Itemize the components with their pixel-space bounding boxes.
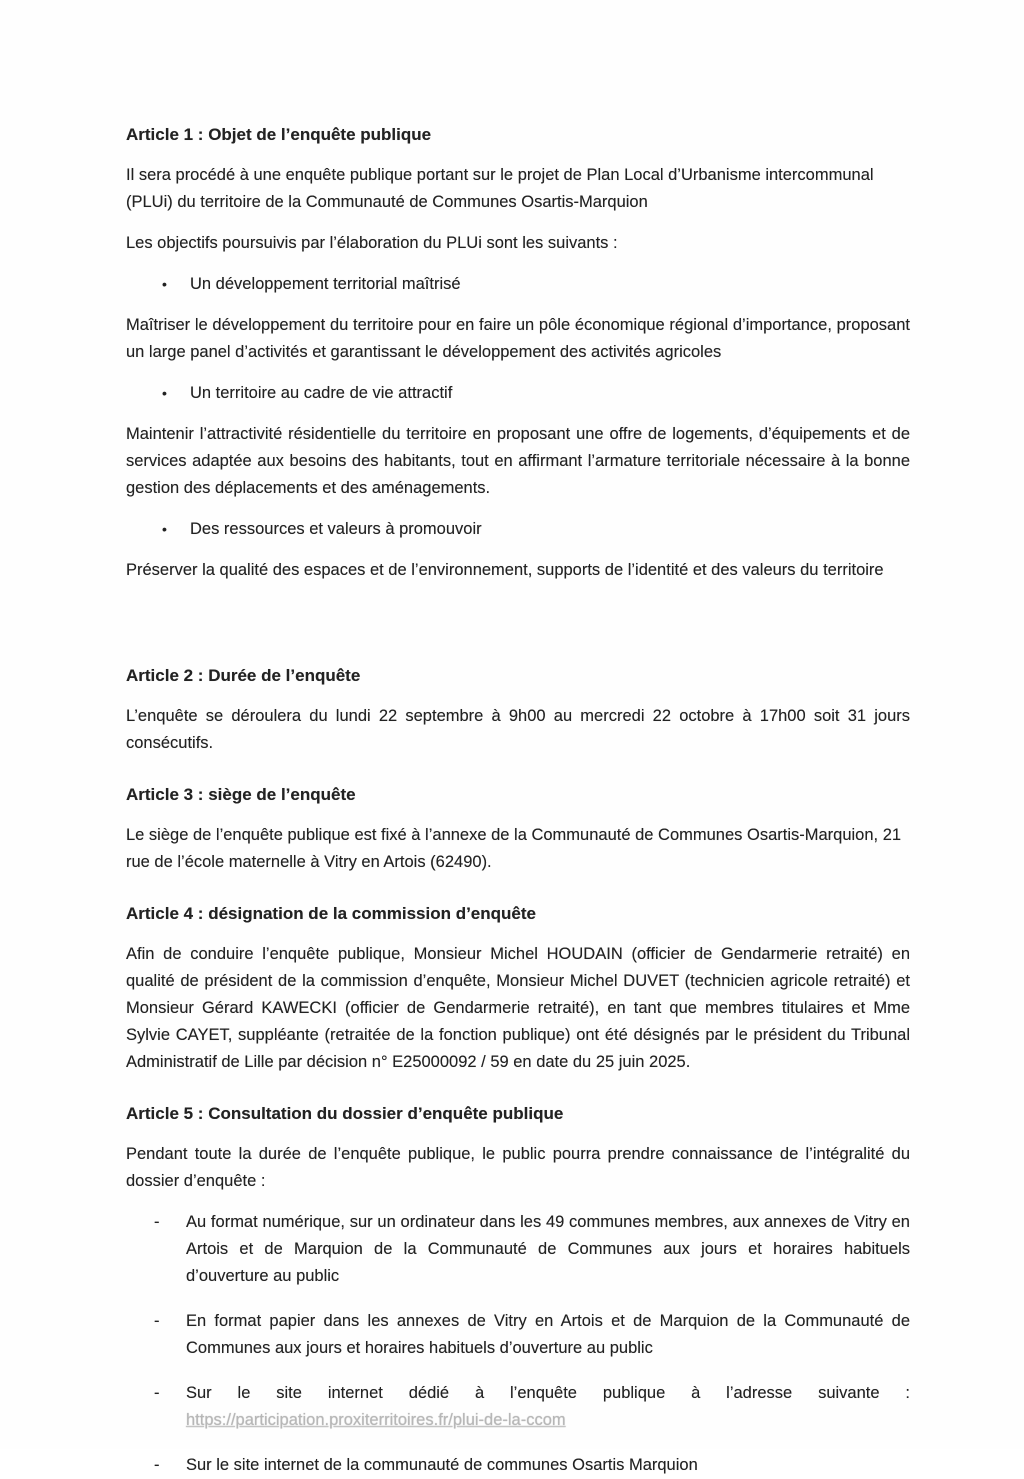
article-1-intro: Il sera procédé à une enquête publique portant sur le projet de Plan Local d’Urbanisme intercommunal (PLUi) du territoire de la Communauté de Communes Osartis-Marquion bbox=[126, 166, 874, 211]
objective-bullet-3-label: Des ressources et valeurs à promouvoir bbox=[190, 520, 482, 538]
consultation-item-website-text bbox=[186, 1380, 910, 1434]
objective-bullet-1-label: Un développement territorial maîtrisé bbox=[190, 275, 461, 293]
article-1-heading: Article 1 : Objet de l’enquête publique bbox=[126, 125, 432, 144]
article-3-heading: Article 3 : siège de l’enquête bbox=[126, 785, 356, 804]
consultation-item-cc-website bbox=[126, 1452, 910, 1479]
objective-3-detail: Préserver la qualité des espaces et de l’environnement, supports de l’identité et des valeurs du territoire bbox=[126, 561, 884, 579]
dash-icon: - bbox=[154, 1213, 160, 1231]
dash-icon: - bbox=[154, 1384, 160, 1402]
document-body bbox=[126, 121, 910, 1479]
objective-bullet-2-label: Un territoire au cadre de vie attractif bbox=[190, 384, 453, 402]
consultation-item-paper bbox=[126, 1308, 910, 1362]
article-5-heading: Article 5 : Consultation du dossier d’enquête publique bbox=[126, 1104, 564, 1123]
consultation-item-digital bbox=[126, 1209, 910, 1290]
objective-bullet-1 bbox=[126, 271, 910, 298]
article-4-body: Afin de conduire l’enquête publique, Monsieur Michel HOUDAIN (officier de Gendarmerie retraité) en qualité de président de la commission d’enquête, Monsieur Michel DUVET (technicien agricole retraité) et Monsieur Gérard KAWECKI (officier de Gendarmerie retraité), en tant que membres titulaires et Mme Sylvie CAYET, suppléante (retraitée de la fonction publique) ont été désignés par le président du Tribunal Administratif de Lille par décision n° E25000092 / 59 en date du 25 juin 2025. bbox=[126, 945, 910, 1071]
objective-bullet-2 bbox=[126, 380, 910, 407]
article-4-heading: Article 4 : désignation de la commission d’enquête bbox=[126, 904, 536, 923]
bullet-icon: • bbox=[162, 521, 167, 537]
article-2-body: L’enquête se déroulera du lundi 22 septembre à 9h00 au mercredi 22 octobre à 17h00 soit 31 jours consécutifs. bbox=[126, 707, 910, 752]
consultation-item-cc-website-text: Sur le site internet de la communauté de communes Osartis Marquion bbox=[186, 1456, 698, 1474]
consultation-item-digital-text: Au format numérique, sur un ordinateur dans les 49 communes membres, aux annexes de Vitry en Artois et de Marquion de la Communauté de Communes aux jours et horaires habituels d’ouverture au public bbox=[186, 1213, 910, 1285]
bullet-icon: • bbox=[162, 385, 167, 401]
objective-1-detail: Maîtriser le développement du territoire pour en faire un pôle économique régional d’importance, proposant un large panel d’activités et garantissant le développement des activités agricoles bbox=[126, 316, 910, 361]
dash-icon: - bbox=[154, 1456, 160, 1474]
dash-icon: - bbox=[154, 1312, 160, 1330]
bullet-icon: • bbox=[162, 276, 167, 292]
article-5-lead: Pendant toute la durée de l’enquête publique, le public pourra prendre connaissance de l’intégralité du dossier d’enquête : bbox=[126, 1145, 910, 1190]
article-2-heading: Article 2 : Durée de l’enquête bbox=[126, 666, 361, 685]
enquete-publique-link[interactable]: https://participation.proxiterritoires.fr/plui-de-la-ccom bbox=[186, 1411, 566, 1429]
objective-bullet-3 bbox=[126, 516, 910, 543]
objective-2-detail: Maintenir l’attractivité résidentielle du territoire en proposant une offre de logements, d’équipements et de services adaptée aux besoins des habitants, tout en affirmant l’armature territoriale nécessaire à la bonne gestion des déplacements et des aménagements. bbox=[126, 425, 910, 497]
article-3-body: Le siège de l’enquête publique est fixé à l’annexe de la Communauté de Communes Osartis-Marquion, 21 rue de l’école maternelle à Vitry en Artois (62490). bbox=[126, 826, 902, 871]
article-1-objectives-lead: Les objectifs poursuivis par l’élaboration du PLUi sont les suivants : bbox=[126, 234, 618, 252]
website-lead-text: Sur le site internet dédié à l’enquête publique à l’adresse suivante : bbox=[186, 1384, 910, 1402]
consultation-item-paper-text: En format papier dans les annexes de Vitry en Artois et de Marquion de la Communauté de Communes aux jours et horaires habituels d’ouverture au public bbox=[186, 1312, 910, 1357]
consultation-item-website bbox=[126, 1380, 910, 1434]
